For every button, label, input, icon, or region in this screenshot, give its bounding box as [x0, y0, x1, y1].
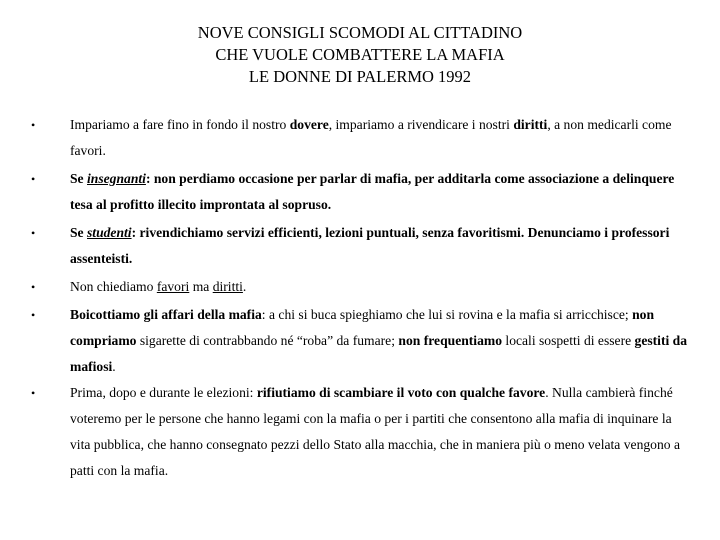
bullet-icon: • [31, 308, 36, 322]
list-item-text: Boicottiamo gli affari della mafia: a chi si buca spieghiamo che lui si rovina e la mafia si arricchisce; non compriamo sigarette di contrabbando né “roba” da fumare; non frequentiamo locali sospetti di essere gestiti da mafiosi. [70, 307, 688, 374]
list-item-text: Impariamo a fare fino in fondo il nostro dovere, impariamo a rivendicare i nostri diritti, a non medicarli come favori. [70, 117, 672, 158]
title-line-3: LE DONNE DI PALERMO 1992 [248, 67, 472, 86]
list-item-text: Se studenti: rivendichiamo servizi efficienti, lezioni puntuali, senza favoritismi. Denunciamo i professori assenteisti. [70, 225, 670, 266]
bullet-icon: • [31, 280, 36, 294]
bullet-icon: • [31, 172, 36, 186]
title-line-1: NOVE CONSIGLI SCOMODI AL CITTADINO [197, 23, 523, 42]
list-item-text: Prima, dopo e durante le elezioni: rifiutiamo di scambiare il voto con qualche favore. Nulla cambierà finché voteremo per le persone che hanno legami con la mafia o per i partiti che consentono alla mafia di inquinare la vita pubblica, che hanno consegnato pezzi dello Stato alla macchia, che in maniera più o meno velata vengono a patti con la mafia. [70, 385, 680, 478]
title-line-2: CHE VUOLE COMBATTERE LA MAFIA [215, 45, 505, 64]
bullet-icon: • [31, 118, 36, 132]
bullet-icon: • [31, 386, 36, 400]
bullet-icon: • [31, 226, 36, 240]
list-item-text: Non chiediamo favori ma diritti. [70, 279, 247, 294]
list-item-text: Se insegnanti: non perdiamo occasione per parlar di mafia, per additarla come associazione a delinquere tesa al profitto illecito improntata al sopruso. [70, 171, 675, 212]
document-title [0, 22, 720, 88]
